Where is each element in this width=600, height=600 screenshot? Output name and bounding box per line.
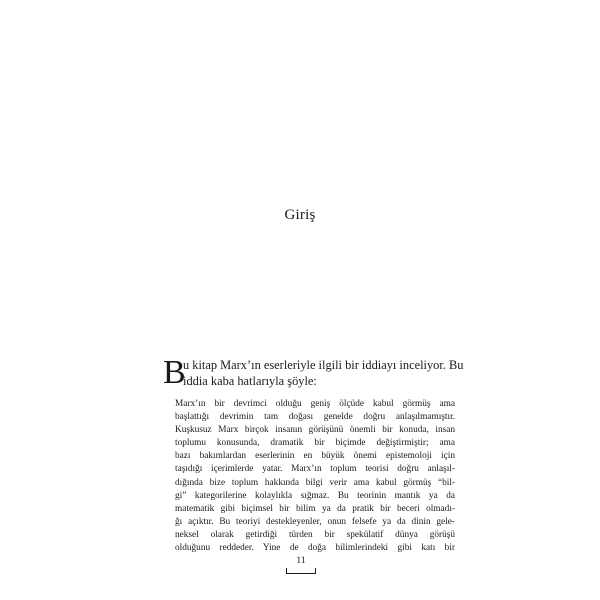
intro-line: u kitap Marx’ın eserleriyle ilgili bir iddiayı inceliyor. Bu — [183, 358, 464, 372]
quote-line: dığında bize toplum hakkında bilgi verir ama kabul görmüş “bil- — [175, 477, 455, 488]
page-number-bracket — [286, 568, 316, 574]
quote-line: Marx’ın bir devrimci olduğu geniş ölçüde kabul görmüş ama — [175, 399, 455, 409]
quote-line: gi” kategorilerine kolaylıkla sığmaz. Bu teorinin mantık ya da — [175, 490, 455, 501]
quote-line: taşıdığı içerimlerde yatar. Marx’ın toplum teorisi doğru anlaşıl- — [175, 464, 455, 475]
quote-line: matematik gibi biçimsel bir bilim ya da pratik bir beceri olmadı- — [175, 503, 455, 514]
quote-line: neksel olarak getirdiği türden bir spekülatif dünya görüşü — [175, 529, 455, 540]
intro-paragraph — [163, 354, 464, 391]
quote-line: başlattığı devrimin tam doğası genelde doğru anlaşılmamıştır. — [175, 412, 455, 423]
page-number: 11 — [296, 556, 306, 566]
chapter-title: Giriş — [284, 207, 316, 223]
block-quote — [175, 398, 455, 555]
quote-line: Kuşkusuz Marx birçok insanın görüşünü önemli bir konuda, insan — [175, 425, 455, 436]
quote-line: bazı bakımlardan eserlerinin en büyük önemi epistemoloji için — [175, 451, 455, 462]
intro-line: iddia kaba hatlarıyla şöyle: — [183, 374, 317, 388]
drop-cap: B — [163, 354, 186, 391]
quote-line: toplumu konusunda, dramatik bir biçimde değiştirmiştir; ama — [175, 438, 455, 449]
quote-line: olduğunu reddeder. Yine de doğa bilimlerindeki gibi katı bir — [175, 543, 455, 554]
quote-line: ğı açıktır. Bu teoriyi destekleyenler, onun felsefe ya da dinin gele- — [175, 516, 455, 527]
